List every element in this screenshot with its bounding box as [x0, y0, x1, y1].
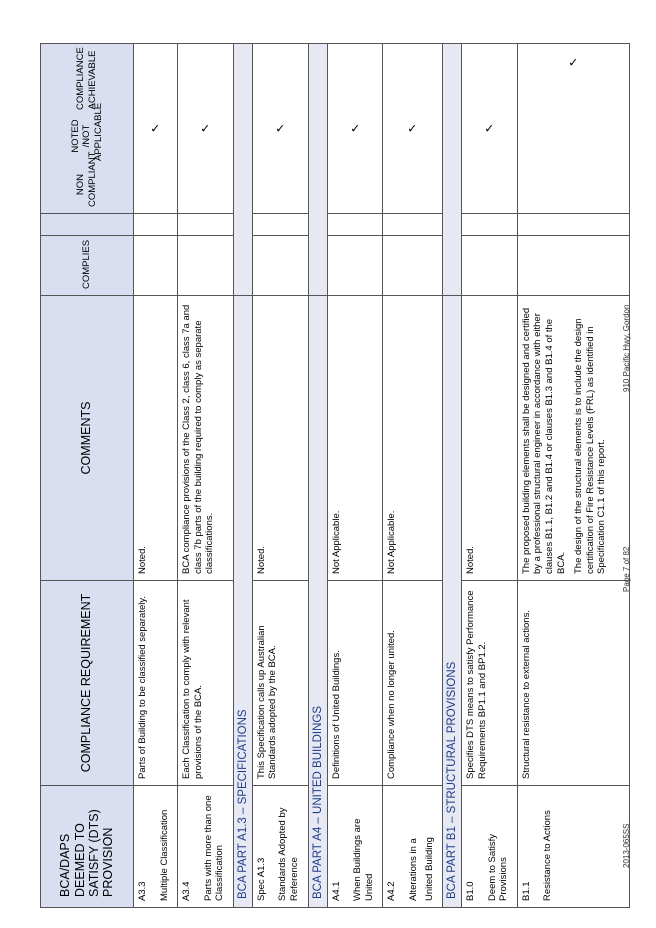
table-row [178, 44, 234, 908]
provision-label: Multiple Classification [158, 809, 170, 901]
section-header-row [308, 44, 327, 908]
complies-cell [178, 236, 234, 296]
requirement-cell: Structural resistance to external actions. [517, 581, 629, 786]
header-compliance-achievable: COMPLIANCE ACHIEVABLE [75, 47, 98, 110]
comment-text: The proposed building elements shall be designed and certified by a professional structural engineer in accordance with either clauses B1.1, B1.2 and B1.4 or clauses B1.3 and B1.4 of the BCA. [520, 307, 567, 574]
provision-code: Spec A1.3 [255, 857, 267, 901]
comment-cell [178, 296, 234, 581]
provision-cell [462, 786, 518, 908]
comment-cell [462, 296, 518, 581]
comment-cell [252, 296, 308, 581]
table-row [462, 44, 518, 908]
spacer-cell [517, 214, 629, 236]
provision-label: Deem to Satisfy Provisions [486, 833, 510, 901]
provision-label: Parts with more than one Classification [202, 795, 226, 901]
status-cell [517, 44, 629, 214]
table-row [517, 44, 629, 908]
status-cell [252, 44, 308, 214]
checkmark-icon: ✓ [275, 121, 286, 136]
status-cell [134, 44, 178, 214]
checkmark-icon: ✓ [407, 121, 418, 136]
comment-text: Noted. [255, 546, 267, 574]
comment-cell [134, 296, 178, 581]
requirement-cell: Definitions of United Buildings. [327, 581, 383, 786]
complies-cell [327, 236, 383, 296]
provision-label: Alterations in a [407, 838, 419, 901]
checkmark-icon: ✓ [568, 55, 579, 70]
provision-label-2: United Building [423, 837, 435, 901]
footer-page-number: Page 7 of 82 [622, 546, 631, 592]
status-cell [383, 44, 443, 214]
spacer-cell [327, 214, 383, 236]
checkmark-icon: ✓ [484, 121, 495, 136]
footer-doc-number: 2013-065SS [622, 823, 631, 868]
spacer-cell [134, 214, 178, 236]
header-comments: COMMENTS [41, 296, 134, 581]
spacer-cell [252, 214, 308, 236]
checkmark-icon: ✓ [150, 121, 161, 136]
header-spacer [41, 214, 134, 236]
provision-code: B1.1 [520, 881, 532, 901]
header-provision: BCA/DAPS DEEMED TO SATISFY (DTS) PROVISION [41, 786, 134, 908]
provision-cell [517, 786, 629, 908]
header-compliance-group [41, 44, 134, 214]
complies-cell [383, 236, 443, 296]
section-title: BCA PART A4 – UNITED BUILDINGS [308, 296, 327, 908]
comment-text: Not Applicable. [386, 510, 398, 574]
provision-cell [383, 786, 443, 908]
requirement-cell: Compliance when no longer united. [383, 581, 443, 786]
section-pad [443, 44, 462, 296]
comment-cell [517, 296, 629, 581]
provision-code: B1.0 [465, 881, 477, 901]
compliance-page [40, 12, 626, 908]
comment-cell [327, 296, 383, 581]
header-non-compliant: NON COMPLIANT [75, 151, 98, 207]
comment-text: Noted. [465, 546, 477, 574]
provision-code: A3.4 [181, 881, 193, 901]
comment-text: BCA compliance provisions of the Class 2, class 6, class 7a and class 7b parts of the building required to comply as separate classifications. [181, 304, 216, 574]
compliance-table [40, 43, 630, 908]
provision-cell [252, 786, 308, 908]
footer-address: 910 Pacific Hwy, Gordon [622, 304, 631, 392]
requirement-cell: Specifies DTS means to satisfy Performance Requirements BP1.1 and BP1.2. [462, 581, 518, 786]
comment-text: Noted. [137, 546, 148, 574]
complies-cell [517, 236, 629, 296]
header-requirement: COMPLIANCE REQUIREMENT [41, 581, 134, 786]
provision-cell [327, 786, 383, 908]
comment-text-2: The design of the structural elements is to include the design certification of Fire Resistance Levels (FRL) as identified in Specification C1.1 of this report. [573, 318, 608, 574]
provision-label: When Buildings are United [352, 818, 375, 901]
spacer-cell [462, 214, 518, 236]
header-noted: NOTED /NOT APPLICABLE [69, 102, 104, 161]
requirement-cell: This Specification calls up Australian Standards adopted by the BCA. [252, 581, 308, 786]
provision-cell [134, 786, 178, 908]
spacer-cell [178, 214, 234, 236]
section-header-row [443, 44, 462, 908]
provision-code: A4.1 [330, 881, 342, 901]
section-pad [308, 44, 327, 296]
section-header-row [233, 44, 252, 908]
provision-cell [178, 786, 234, 908]
table-row [134, 44, 178, 908]
spacer-cell [383, 214, 443, 236]
section-title: BCA PART B1 – STRUCTURAL PROVISIONS [443, 296, 462, 908]
status-cell [327, 44, 383, 214]
section-title: BCA PART A1.3 – SPECIFICATIONS [233, 296, 252, 908]
provision-code: A3.3 [137, 881, 148, 901]
table-row [327, 44, 383, 908]
header-complies: COMPLIES [41, 236, 134, 296]
table-body [134, 44, 630, 908]
section-pad [233, 44, 252, 296]
comment-cell [383, 296, 443, 581]
table-row [383, 44, 443, 908]
requirement-cell: Parts of Building to be classified separately. [134, 581, 178, 786]
table-row [252, 44, 308, 908]
comment-text: Not Applicable. [330, 510, 342, 574]
status-cell [178, 44, 234, 214]
provision-code: A4.2 [386, 881, 398, 901]
complies-cell [134, 236, 178, 296]
status-cell [462, 44, 518, 214]
checkmark-icon: ✓ [200, 121, 211, 136]
checkmark-icon: ✓ [349, 121, 361, 136]
provision-label: Resistance to Actions [542, 810, 554, 901]
complies-cell [252, 236, 308, 296]
provision-label: Standards Adopted by Reference [277, 807, 301, 901]
complies-cell [462, 236, 518, 296]
requirement-cell: Each Classification to comply with relevant provisions of the BCA. [178, 581, 234, 786]
